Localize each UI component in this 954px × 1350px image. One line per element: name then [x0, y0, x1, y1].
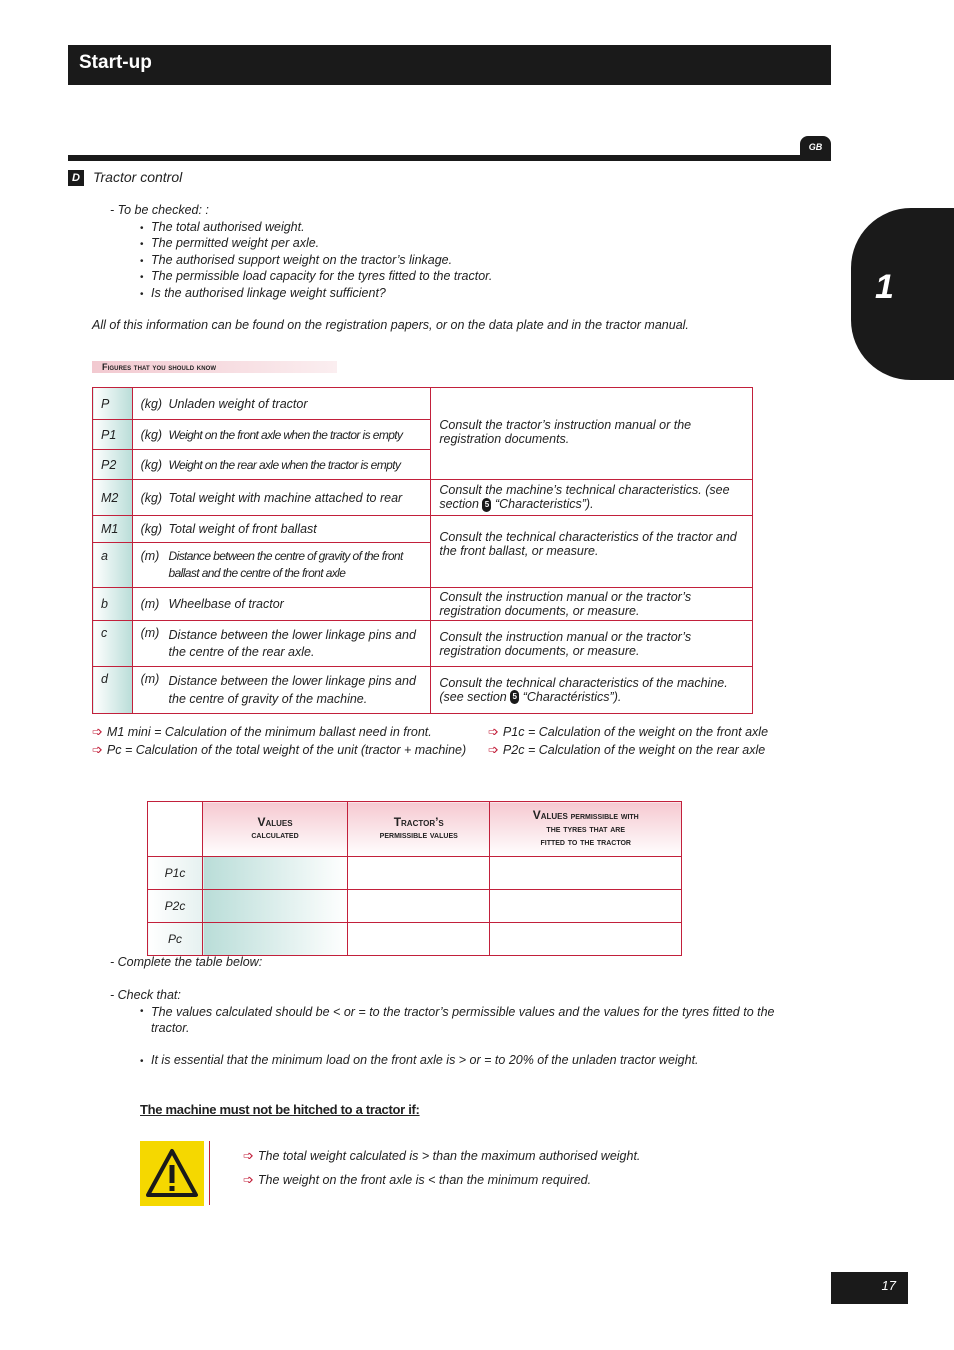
warning-item — [243, 1148, 640, 1164]
symbol-cell: a — [93, 543, 133, 588]
info-text: All of this information can be found on the registration papers, or on the data plate and in the tractor manual. — [92, 318, 689, 332]
warning-text: The weight on the front axle is < than the minimum required. — [257, 1173, 592, 1187]
value-cell — [490, 857, 682, 890]
note-text: = Calculation of the total weight of the unit (tractor + machine) — [124, 743, 467, 757]
warning-icon — [140, 1141, 204, 1206]
check-item: • The values calculated should be < or = to the tractor’s permissible values and the values for the tyres fitted to the tractor. — [140, 1005, 775, 1035]
column-header-title: Values — [532, 808, 568, 822]
consult-cell: Consult the instruction manual or the tractor’s registration documents, or measure. — [431, 588, 753, 621]
value-cell — [348, 923, 490, 956]
to-check-list — [140, 219, 492, 301]
table-row — [93, 516, 753, 543]
consult-cell: Consult the technical characteristics of the tractor and the front ballast, or measure. — [431, 516, 753, 588]
label-cell: Weight on the front axle when the tractor is empty — [163, 420, 431, 450]
arrow-right-icon: ➩ — [488, 724, 499, 739]
label-cell: Total weight of front ballast — [163, 516, 431, 543]
table-row — [93, 667, 753, 714]
chapter-tab — [851, 208, 954, 380]
column-header-subtitle: the tyres that are — [546, 824, 626, 835]
table-row — [93, 480, 753, 516]
unit-cell: (kg) — [132, 450, 162, 480]
value-cell — [203, 857, 348, 890]
symbol-cell: P2 — [93, 450, 133, 480]
consult-cell — [431, 480, 753, 516]
row-label: P2c — [148, 890, 203, 923]
warning-heading: The machine must not be hitched to a tractor if: — [140, 1102, 420, 1117]
label-cell: Distance between the centre of gravity of the front ballast and the centre of the front axle — [163, 543, 431, 588]
symbol-cell: d — [93, 667, 133, 714]
figures-heading: Figures that you should know — [102, 362, 217, 372]
check-item-text: The values calculated should be < or = to the tractor’s permissible values and the values for the tyres fitted to the tractor. — [151, 1005, 775, 1035]
consult-cell: Consult the instruction manual or the tractor’s registration documents, or measure. — [431, 621, 753, 667]
language-tab: GB — [800, 136, 831, 158]
warning-item — [243, 1172, 591, 1188]
page-title: Start-up — [79, 52, 152, 73]
arrow-right-icon: ➩ — [92, 724, 103, 739]
arrow-right-icon: ➩ — [243, 1148, 254, 1163]
note-symbol: P1c — [502, 725, 525, 739]
unit-cell: (kg) — [132, 388, 162, 420]
symbol-cell: P — [93, 388, 133, 420]
column-header — [203, 802, 348, 857]
column-header-title: Values — [257, 815, 293, 829]
symbol-cell: M1 — [93, 516, 133, 543]
value-cell — [203, 890, 348, 923]
label-cell: Total weight with machine attached to rear — [163, 480, 431, 516]
value-cell — [348, 857, 490, 890]
note-p2c — [488, 742, 765, 758]
unit-cell: (kg) — [132, 480, 162, 516]
page-number-box — [831, 1272, 908, 1304]
note-symbol: M1 mini — [106, 725, 151, 739]
consult-cell — [431, 667, 753, 714]
symbol-cell: b — [93, 588, 133, 621]
column-header-subtitle: calculated — [251, 830, 299, 841]
check-item: • It is essential that the minimum load on the front axle is > or = to 20% of the unladen tractor weight. — [140, 1053, 699, 1067]
consult-text: “Charactéristics”). — [522, 689, 622, 704]
page-number: 17 — [881, 1278, 896, 1293]
table-row — [93, 588, 753, 621]
column-header — [348, 802, 490, 857]
row-label: Pc — [148, 923, 203, 956]
note-text: = Calculation of the minimum ballast need in front. — [154, 725, 432, 739]
column-header-subtitle: permissible values — [379, 830, 458, 841]
label-cell: Distance between the lower linkage pins and the centre of the rear axle. — [163, 621, 431, 667]
to-check-label: - To be checked: : — [110, 203, 209, 217]
note-text: = Calculation of the weight on the rear axle — [527, 743, 766, 757]
column-header — [490, 802, 682, 857]
note-symbol: Pc — [106, 743, 122, 757]
note-pc — [92, 742, 466, 758]
unit-cell: (m) — [132, 621, 162, 667]
empty-header-cell — [148, 802, 203, 857]
symbol-cell: P1 — [93, 420, 133, 450]
list-item: • The permissible load capacity for the tyres fitted to the tractor. — [140, 268, 492, 284]
header-bar — [68, 45, 831, 85]
value-cell — [348, 890, 490, 923]
list-item: • Is the authorised linkage weight sufficient? — [140, 285, 492, 301]
section-ref-icon: 5 — [510, 690, 519, 704]
label-cell: Wheelbase of tractor — [163, 588, 431, 621]
consult-text: “Characteristics”). — [494, 497, 594, 512]
consult-cell: Consult the tractor’s instruction manual or the registration documents. — [431, 388, 753, 480]
table-row — [148, 923, 682, 956]
table-row — [148, 857, 682, 890]
note-p1c — [488, 724, 768, 740]
note-symbol: P2c — [502, 743, 525, 757]
list-item: • The permitted weight per axle. — [140, 235, 492, 251]
section-letter: D — [68, 170, 84, 186]
unit-cell: (kg) — [132, 516, 162, 543]
symbol-cell: c — [93, 621, 133, 667]
consult-text: Consult the machine’s technical characteristics. (see section — [439, 483, 730, 512]
calculation-table — [147, 801, 682, 956]
row-label: P1c — [148, 857, 203, 890]
label-cell: Weight on the rear axle when the tractor is empty — [163, 450, 431, 480]
column-header-title: Tractor’s — [393, 815, 444, 829]
list-item: • The authorised support weight on the tractor’s linkage. — [140, 252, 492, 268]
label-cell: Unladen weight of tractor — [163, 388, 431, 420]
column-header-subtitle: permissible with — [570, 811, 639, 822]
table-row — [93, 621, 753, 667]
unit-cell: (m) — [132, 543, 162, 588]
note-m1-mini — [92, 724, 432, 740]
warning-divider — [209, 1141, 210, 1205]
arrow-right-icon: ➩ — [92, 742, 103, 757]
table-row — [93, 388, 753, 420]
unit-cell: (m) — [132, 588, 162, 621]
section-title: Tractor control — [93, 169, 183, 185]
unit-cell: (kg) — [132, 420, 162, 450]
check-label: - Check that: — [110, 988, 181, 1002]
figures-table — [92, 387, 753, 714]
list-item: • The total authorised weight. — [140, 219, 492, 235]
value-cell — [490, 890, 682, 923]
section-ref-icon: 5 — [482, 498, 491, 512]
column-header-subtitle: fitted to the tractor — [540, 837, 631, 848]
consult-text: Consult the technical characteristics of the machine. (see section — [439, 675, 728, 704]
arrow-right-icon: ➩ — [243, 1172, 254, 1187]
table-header-row — [148, 802, 682, 857]
arrow-right-icon: ➩ — [488, 742, 499, 757]
value-cell — [203, 923, 348, 956]
value-cell — [490, 923, 682, 956]
section-rule — [68, 155, 831, 161]
symbol-cell: M2 — [93, 480, 133, 516]
unit-cell: (m) — [132, 667, 162, 714]
warning-text: The total weight calculated is > than the maximum authorised weight. — [257, 1149, 641, 1163]
table-row — [148, 890, 682, 923]
label-cell: Distance between the lower linkage pins and the centre of gravity of the machine. — [163, 667, 431, 714]
check-item-text: It is essential that the minimum load on the front axle is > or = to 20% of the unladen tractor weight. — [151, 1053, 699, 1067]
complete-instruction: - Complete the table below: — [110, 955, 263, 969]
note-text: = Calculation of the weight on the front axle — [527, 725, 769, 739]
chapter-number: 1 — [875, 268, 894, 306]
